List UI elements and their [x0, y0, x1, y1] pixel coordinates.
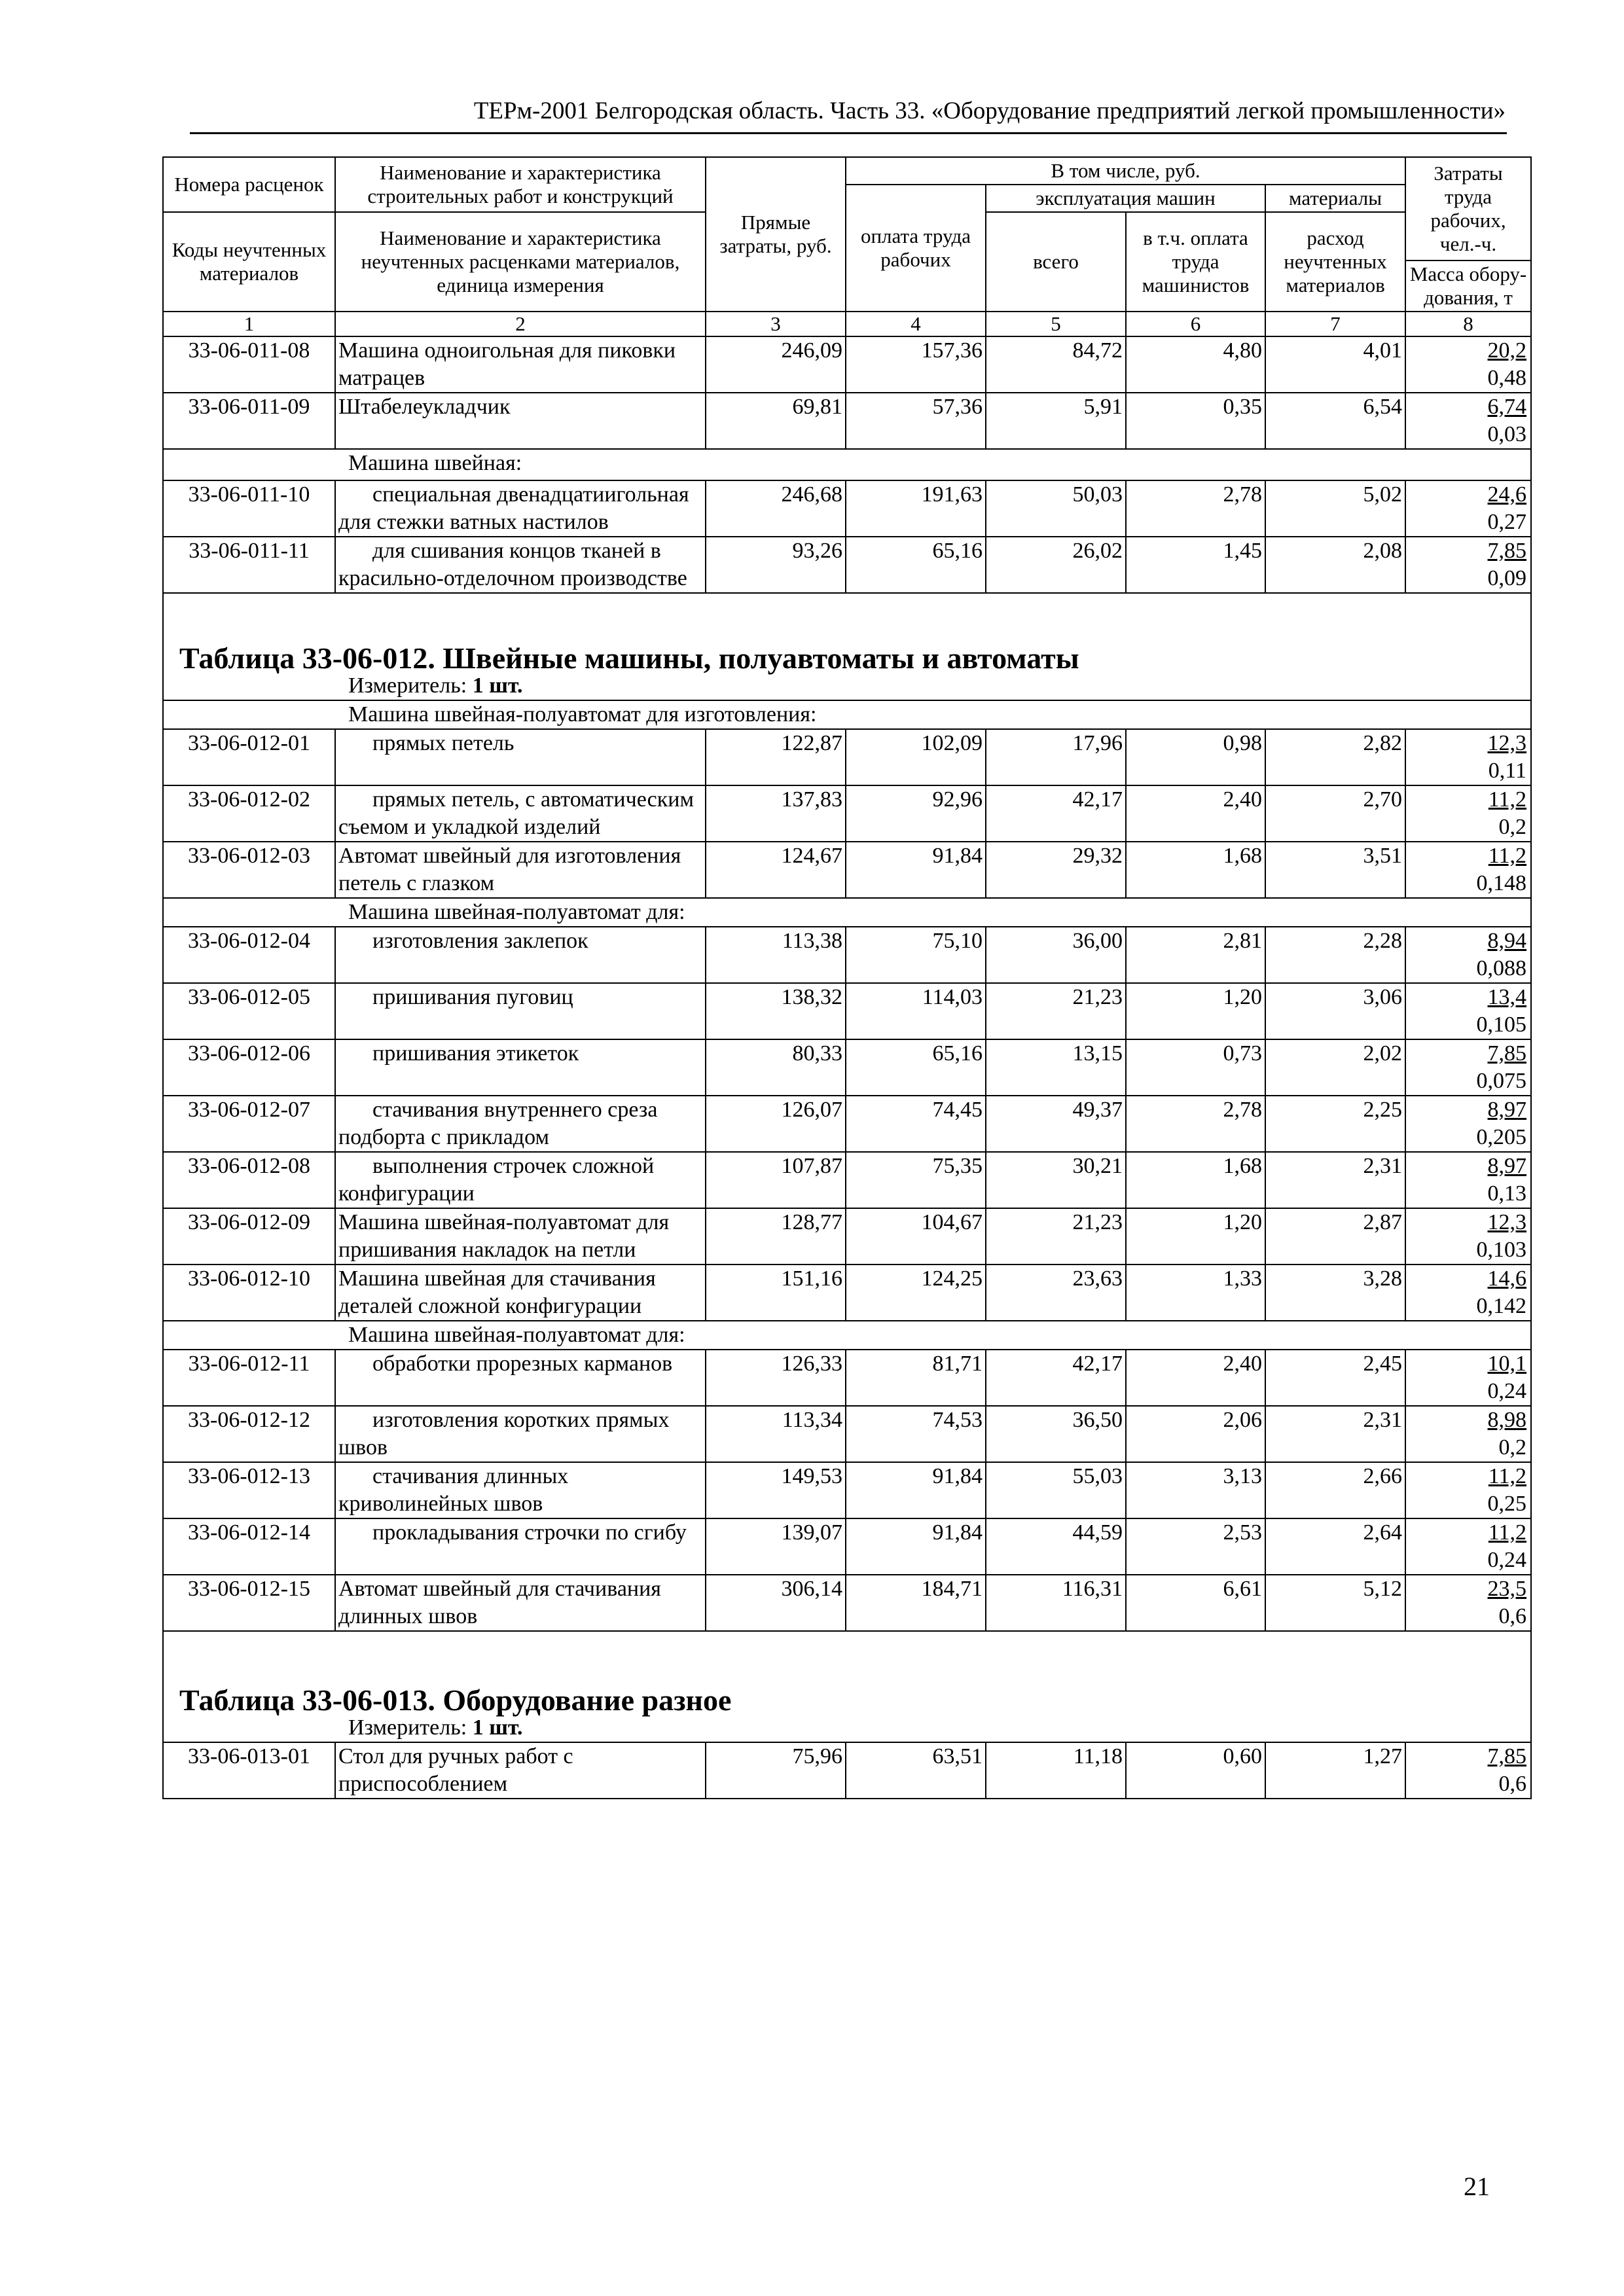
labor-hours: 12,3 — [1487, 731, 1527, 755]
hours-mass-cell — [1405, 393, 1531, 449]
labor-cost: 191,63 — [846, 480, 986, 537]
materials-cost: 2,64 — [1265, 1518, 1405, 1575]
rate-name: Машина швейная-полуавтомат для пришивания накладок на петли — [335, 1208, 706, 1265]
rate-code: 33-06-012-02 — [163, 785, 335, 842]
rate-name: стачивания внутреннего среза подборта с прикладом — [335, 1096, 706, 1152]
machinists-cost: 0,35 — [1126, 393, 1265, 449]
rows-section-c — [163, 729, 1531, 898]
labor-cost: 75,10 — [846, 927, 986, 983]
rate-name: обработки прорезных карманов — [335, 1350, 706, 1406]
machinists-cost: 6,61 — [1126, 1575, 1265, 1631]
equipment-mass: 0,088 — [1476, 956, 1527, 980]
rate-code: 33-06-012-07 — [163, 1096, 335, 1152]
table-row — [163, 1208, 1531, 1265]
machines-cost: 55,03 — [986, 1462, 1126, 1518]
table-row — [163, 842, 1531, 898]
direct-cost: 75,96 — [706, 1742, 846, 1799]
table-row — [163, 1742, 1531, 1799]
col8-bottom-header: Масса обору-дования, т — [1405, 260, 1531, 312]
direct-cost: 139,07 — [706, 1518, 846, 1575]
direct-cost: 80,33 — [706, 1039, 846, 1096]
rows-section-d — [163, 927, 1531, 1321]
rate-code: 33-06-012-06 — [163, 1039, 335, 1096]
hours-mass-cell — [1405, 1406, 1531, 1462]
direct-cost: 137,83 — [706, 785, 846, 842]
rate-name: специальная двенадцатиигольная для стежки ватных настилов — [335, 480, 706, 537]
machinists-cost: 2,78 — [1126, 480, 1265, 537]
group-section-c — [163, 898, 1531, 927]
table-row — [163, 927, 1531, 983]
direct-cost: 126,33 — [706, 1350, 846, 1406]
materials-cost: 2,66 — [1265, 1462, 1405, 1518]
machinists-cost: 2,78 — [1126, 1096, 1265, 1152]
column-number: 6 — [1126, 312, 1265, 336]
labor-hours: 14,6 — [1487, 1266, 1527, 1291]
rate-name: прямых петель — [335, 729, 706, 785]
direct-cost: 124,67 — [706, 842, 846, 898]
materials-cost: 5,12 — [1265, 1575, 1405, 1631]
labor-cost: 114,03 — [846, 983, 986, 1039]
rate-code: 33-06-012-04 — [163, 927, 335, 983]
hours-mass-cell — [1405, 1039, 1531, 1096]
hours-mass-cell — [1405, 983, 1531, 1039]
unit-value: 1 шт. — [472, 1715, 523, 1740]
machines-cost: 23,63 — [986, 1265, 1126, 1321]
rate-name: Автомат швейный для стачивания длинных швов — [335, 1575, 706, 1631]
hours-mass-cell — [1405, 336, 1531, 393]
hours-mass-cell — [1405, 1350, 1531, 1406]
group-section-d — [163, 1321, 1531, 1350]
equipment-mass: 0,2 — [1498, 815, 1527, 839]
materials-header: материалы — [1265, 185, 1405, 212]
col7-header: расход неучтенных материалов — [1265, 212, 1405, 312]
materials-cost: 2,25 — [1265, 1096, 1405, 1152]
table-013-title: Таблица 33-06-013. Оборудование разное — [179, 1683, 732, 1717]
rate-code: 33-06-012-05 — [163, 983, 335, 1039]
materials-cost: 6,54 — [1265, 393, 1405, 449]
rate-name: стачивания длинных криволинейных швов — [335, 1462, 706, 1518]
hours-mass-cell — [1405, 1575, 1531, 1631]
machinists-cost: 4,80 — [1126, 336, 1265, 393]
rate-code: 33-06-012-15 — [163, 1575, 335, 1631]
table-header — [163, 157, 1531, 336]
equipment-mass: 0,6 — [1498, 1604, 1527, 1628]
direct-cost: 107,87 — [706, 1152, 846, 1208]
materials-cost: 3,06 — [1265, 983, 1405, 1039]
direct-cost: 126,07 — [706, 1096, 846, 1152]
rate-code: 33-06-013-01 — [163, 1742, 335, 1799]
machines-header: эксплуатация машин — [986, 185, 1265, 212]
col8-top-header: Затраты труда рабочих, чел.-ч. — [1405, 157, 1531, 260]
equipment-mass: 0,148 — [1476, 871, 1527, 895]
machinists-cost: 2,81 — [1126, 927, 1265, 983]
labor-hours: 7,85 — [1487, 539, 1527, 563]
machines-cost: 36,00 — [986, 927, 1126, 983]
equipment-mass: 0,142 — [1476, 1294, 1527, 1318]
labor-hours: 8,94 — [1487, 929, 1527, 953]
table-row — [163, 1406, 1531, 1462]
labor-hours: 11,2 — [1488, 787, 1527, 812]
materials-cost: 2,08 — [1265, 537, 1405, 593]
machines-cost: 17,96 — [986, 729, 1126, 785]
direct-cost: 138,32 — [706, 983, 846, 1039]
direct-cost: 246,68 — [706, 480, 846, 537]
labor-cost: 102,09 — [846, 729, 986, 785]
hours-mass-cell — [1405, 1742, 1531, 1799]
table-013-heading — [163, 1631, 1531, 1742]
table-row — [163, 785, 1531, 842]
table-row — [163, 729, 1531, 785]
rate-code: 33-06-012-08 — [163, 1152, 335, 1208]
machines-cost: 30,21 — [986, 1152, 1126, 1208]
rate-name: выполнения строчек сложной конфигурации — [335, 1152, 706, 1208]
machines-cost: 50,03 — [986, 480, 1126, 537]
column-number: 8 — [1405, 312, 1531, 336]
column-number: 1 — [163, 312, 335, 336]
labor-cost: 81,71 — [846, 1350, 986, 1406]
labor-hours: 8,97 — [1487, 1098, 1527, 1122]
equipment-mass: 0,03 — [1487, 422, 1527, 446]
table-row — [163, 1039, 1531, 1096]
table-012-title-cell — [163, 593, 1531, 700]
group-heading: Машина швейная: — [163, 449, 1531, 480]
col5-header: всего — [986, 212, 1126, 312]
group-heading: Машина швейная-полуавтомат для: — [163, 898, 1531, 927]
labor-hours: 10,1 — [1487, 1352, 1527, 1376]
labor-hours: 24,6 — [1487, 482, 1527, 507]
machines-cost: 36,50 — [986, 1406, 1126, 1462]
rate-code: 33-06-012-14 — [163, 1518, 335, 1575]
labor-cost: 65,16 — [846, 1039, 986, 1096]
rows-section-f — [163, 1742, 1531, 1799]
machinists-cost: 1,20 — [1126, 1208, 1265, 1265]
materials-cost: 4,01 — [1265, 336, 1405, 393]
table-row — [163, 480, 1531, 537]
column-number: 4 — [846, 312, 986, 336]
machines-cost: 29,32 — [986, 842, 1126, 898]
table-row — [163, 1096, 1531, 1152]
hours-mass-cell — [1405, 1096, 1531, 1152]
machines-cost: 5,91 — [986, 393, 1126, 449]
equipment-mass: 0,6 — [1498, 1772, 1527, 1796]
hours-mass-cell — [1405, 927, 1531, 983]
col1-bottom-header: Коды неучтенных материалов — [163, 212, 335, 312]
rows-section-a — [163, 336, 1531, 449]
labor-hours: 8,97 — [1487, 1154, 1527, 1178]
labor-hours: 7,85 — [1487, 1744, 1527, 1768]
rate-code: 33-06-011-11 — [163, 537, 335, 593]
rate-name: Автомат швейный для изготовления петель с глазком — [335, 842, 706, 898]
equipment-mass: 0,2 — [1498, 1435, 1527, 1460]
equipment-mass: 0,24 — [1487, 1379, 1527, 1403]
rate-name: Штабелеукладчик — [335, 393, 706, 449]
column-number: 5 — [986, 312, 1126, 336]
labor-cost: 65,16 — [846, 537, 986, 593]
column-number: 3 — [706, 312, 846, 336]
equipment-mass: 0,105 — [1476, 1013, 1527, 1037]
labor-cost: 104,67 — [846, 1208, 986, 1265]
materials-cost: 2,31 — [1265, 1406, 1405, 1462]
rate-name: прокладывания строчки по сгибу — [335, 1518, 706, 1575]
materials-cost: 2,70 — [1265, 785, 1405, 842]
labor-cost: 74,53 — [846, 1406, 986, 1462]
rate-name: Машина швейная для стачивания деталей сложной конфигурации — [335, 1265, 706, 1321]
table-row — [163, 537, 1531, 593]
machinists-cost: 1,33 — [1126, 1265, 1265, 1321]
equipment-mass: 0,205 — [1476, 1125, 1527, 1149]
unit-label: Измеритель: — [348, 1715, 467, 1740]
hours-mass-cell — [1405, 785, 1531, 842]
rate-code: 33-06-011-10 — [163, 480, 335, 537]
direct-cost: 246,09 — [706, 336, 846, 393]
direct-cost: 69,81 — [706, 393, 846, 449]
machines-cost: 42,17 — [986, 1350, 1126, 1406]
machinists-cost: 2,40 — [1126, 785, 1265, 842]
direct-cost: 151,16 — [706, 1265, 846, 1321]
labor-cost: 124,25 — [846, 1265, 986, 1321]
hours-mass-cell — [1405, 1462, 1531, 1518]
rows-section-e — [163, 1350, 1531, 1631]
equipment-mass: 0,27 — [1487, 510, 1527, 534]
rows-section-b — [163, 480, 1531, 593]
machinists-cost: 1,20 — [1126, 983, 1265, 1039]
equipment-mass: 0,25 — [1487, 1492, 1527, 1516]
direct-cost: 122,87 — [706, 729, 846, 785]
table-row — [163, 983, 1531, 1039]
table-013-title-cell — [163, 1631, 1531, 1742]
rate-code: 33-06-012-09 — [163, 1208, 335, 1265]
machines-cost: 42,17 — [986, 785, 1126, 842]
equipment-mass: 0,11 — [1488, 759, 1527, 783]
unit-value: 1 шт. — [472, 673, 523, 698]
materials-cost: 1,27 — [1265, 1742, 1405, 1799]
table-013-unit — [164, 1714, 1530, 1742]
running-header: ТЕРм-2001 Белгородская область. Часть 33. «Оборудование предприятий легкой промышленности» — [473, 98, 1506, 124]
machinists-cost: 2,53 — [1126, 1518, 1265, 1575]
table-row — [163, 1575, 1531, 1631]
machinists-cost: 2,40 — [1126, 1350, 1265, 1406]
group-section-a — [163, 449, 1531, 480]
machines-cost: 26,02 — [986, 537, 1126, 593]
table-row — [163, 1350, 1531, 1406]
equipment-mass: 0,24 — [1487, 1548, 1527, 1572]
column-number: 2 — [335, 312, 706, 336]
labor-cost: 92,96 — [846, 785, 986, 842]
labor-cost: 91,84 — [846, 1462, 986, 1518]
hours-mass-cell — [1405, 537, 1531, 593]
direct-cost: 113,34 — [706, 1406, 846, 1462]
table-012-heading — [163, 593, 1531, 729]
rate-code: 33-06-012-13 — [163, 1462, 335, 1518]
machines-cost: 116,31 — [986, 1575, 1126, 1631]
machinists-cost: 1,68 — [1126, 1152, 1265, 1208]
equipment-mass: 0,103 — [1476, 1238, 1527, 1262]
labor-hours: 11,2 — [1488, 1520, 1527, 1545]
machinists-cost: 3,13 — [1126, 1462, 1265, 1518]
machines-cost: 49,37 — [986, 1096, 1126, 1152]
hours-mass-cell — [1405, 1265, 1531, 1321]
machines-cost: 84,72 — [986, 336, 1126, 393]
rate-name: пришивания пуговиц — [335, 983, 706, 1039]
labor-cost: 57,36 — [846, 393, 986, 449]
rate-name: для сшивания концов тканей в красильно-отделочном производстве — [335, 537, 706, 593]
equipment-mass: 0,09 — [1487, 566, 1527, 590]
table-row — [163, 1152, 1531, 1208]
labor-hours: 13,4 — [1487, 985, 1527, 1009]
machines-cost: 11,18 — [986, 1742, 1126, 1799]
col2-bottom-header: Наименование и характеристика неучтенных расценками материалов, единица измерения — [335, 212, 706, 312]
equipment-mass: 0,075 — [1476, 1069, 1527, 1093]
materials-cost: 5,02 — [1265, 480, 1405, 537]
direct-cost: 93,26 — [706, 537, 846, 593]
table-row — [163, 1518, 1531, 1575]
column-number: 7 — [1265, 312, 1405, 336]
machines-cost: 44,59 — [986, 1518, 1126, 1575]
header-rule — [190, 132, 1507, 134]
col1-top-header: Номера расценок — [163, 157, 335, 212]
table-row — [163, 1265, 1531, 1321]
machinists-cost: 1,45 — [1126, 537, 1265, 593]
labor-hours: 8,98 — [1487, 1408, 1527, 1432]
rates-table — [162, 156, 1532, 1799]
column-numbers-row — [163, 312, 1531, 336]
labor-hours: 6,74 — [1487, 395, 1527, 419]
rate-name: пришивания этикеток — [335, 1039, 706, 1096]
materials-cost: 2,82 — [1265, 729, 1405, 785]
hours-mass-cell — [1405, 842, 1531, 898]
labor-cost: 184,71 — [846, 1575, 986, 1631]
labor-hours: 23,5 — [1487, 1577, 1527, 1601]
rate-code: 33-06-012-11 — [163, 1350, 335, 1406]
hours-mass-cell — [1405, 1208, 1531, 1265]
rate-name: прямых петель, с автоматическим съемом и укладкой изделий — [335, 785, 706, 842]
direct-cost: 113,38 — [706, 927, 846, 983]
table-012-unit — [164, 672, 1530, 700]
col6-header: в т.ч. оплата труда машинистов — [1126, 212, 1265, 312]
materials-cost: 2,02 — [1265, 1039, 1405, 1096]
rate-code: 33-06-011-08 — [163, 336, 335, 393]
rate-name: изготовления заклепок — [335, 927, 706, 983]
materials-cost: 2,45 — [1265, 1350, 1405, 1406]
hours-mass-cell — [1405, 1518, 1531, 1575]
direct-cost: 149,53 — [706, 1462, 846, 1518]
direct-cost: 306,14 — [706, 1575, 846, 1631]
machines-cost: 21,23 — [986, 1208, 1126, 1265]
included-header: В том числе, руб. — [846, 157, 1405, 185]
unit-label: Измеритель: — [348, 673, 467, 698]
col2-top-header: Наименование и характеристика строительных работ и конструкций — [335, 157, 706, 212]
machinists-cost: 2,06 — [1126, 1406, 1265, 1462]
rate-code: 33-06-012-12 — [163, 1406, 335, 1462]
rate-name: Стол для ручных работ с приспособлением — [335, 1742, 706, 1799]
hours-mass-cell — [1405, 729, 1531, 785]
labor-hours: 7,85 — [1487, 1041, 1527, 1066]
direct-cost: 128,77 — [706, 1208, 846, 1265]
machinists-cost: 1,68 — [1126, 842, 1265, 898]
labor-cost: 91,84 — [846, 842, 986, 898]
machines-cost: 21,23 — [986, 983, 1126, 1039]
table-012-title: Таблица 33-06-012. Швейные машины, полуавтоматы и автоматы — [179, 641, 1079, 675]
materials-cost: 3,51 — [1265, 842, 1405, 898]
table-row — [163, 336, 1531, 393]
table-row — [163, 1462, 1531, 1518]
table-row — [163, 393, 1531, 449]
rate-name: Машина одноигольная для пиковки матрацев — [335, 336, 706, 393]
rate-code: 33-06-012-01 — [163, 729, 335, 785]
equipment-mass: 0,13 — [1487, 1181, 1527, 1206]
machinists-cost: 0,73 — [1126, 1039, 1265, 1096]
labor-hours: 20,2 — [1487, 338, 1527, 363]
materials-cost: 2,28 — [1265, 927, 1405, 983]
machines-cost: 13,15 — [986, 1039, 1126, 1096]
page-number: 21 — [1464, 2172, 1490, 2201]
equipment-mass: 0,48 — [1487, 366, 1527, 390]
labor-cost: 74,45 — [846, 1096, 986, 1152]
rate-code: 33-06-012-03 — [163, 842, 335, 898]
labor-hours: 11,2 — [1488, 844, 1527, 868]
materials-cost: 3,28 — [1265, 1265, 1405, 1321]
machinists-cost: 0,98 — [1126, 729, 1265, 785]
rate-name: изготовления коротких прямых швов — [335, 1406, 706, 1462]
hours-mass-cell — [1405, 480, 1531, 537]
group-heading: Машина швейная-полуавтомат для: — [163, 1321, 1531, 1350]
labor-hours: 11,2 — [1488, 1464, 1527, 1488]
col3-header: Прямые затраты, руб. — [706, 157, 846, 312]
labor-cost: 63,51 — [846, 1742, 986, 1799]
col4-header: оплата труда рабочих — [846, 185, 986, 312]
materials-cost: 2,87 — [1265, 1208, 1405, 1265]
labor-cost: 91,84 — [846, 1518, 986, 1575]
labor-hours: 12,3 — [1487, 1210, 1527, 1234]
materials-cost: 2,31 — [1265, 1152, 1405, 1208]
hours-mass-cell — [1405, 1152, 1531, 1208]
labor-cost: 157,36 — [846, 336, 986, 393]
machinists-cost: 0,60 — [1126, 1742, 1265, 1799]
labor-cost: 75,35 — [846, 1152, 986, 1208]
rate-code: 33-06-011-09 — [163, 393, 335, 449]
group-heading: Машина швейная-полуавтомат для изготовления: — [163, 700, 1531, 729]
rate-code: 33-06-012-10 — [163, 1265, 335, 1321]
